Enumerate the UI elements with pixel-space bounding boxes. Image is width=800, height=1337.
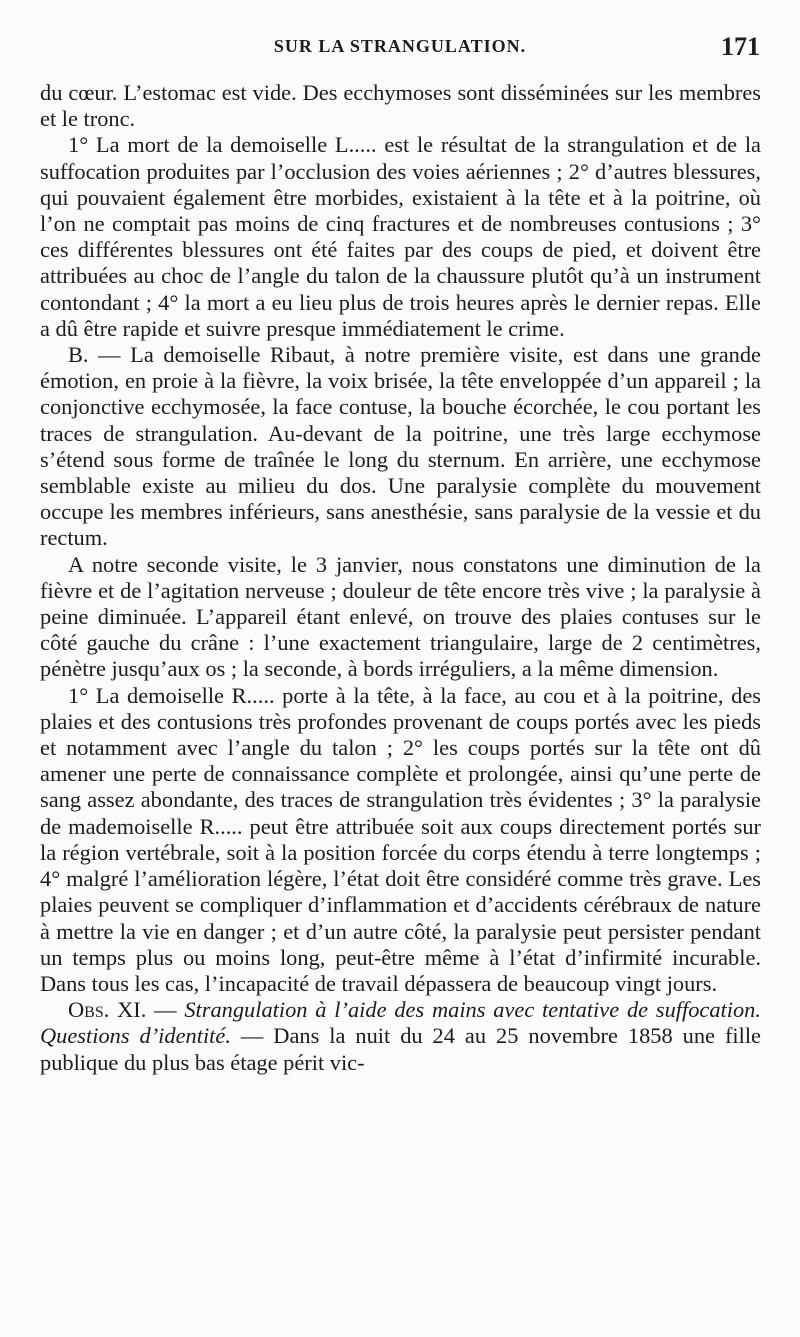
observation-label: Obs. XI. (68, 997, 147, 1023)
running-header (40, 32, 760, 62)
observation-dash: — (146, 997, 185, 1023)
observation-title: Strangulation à l’aide des mains avec tentative de suffocation. Questions d’identité. (40, 997, 761, 1049)
running-title: SUR LA STRANGULATION. (273, 36, 527, 56)
paragraph-case-b: B. — La demoiselle Ribaut, à notre première visite, est dans une grande émotion, en proie à la fièvre, la voix brisée, la tête enveloppée d’un appareil ; la conjonctive ecchymosée, la face contuse, la bouche écorchée, le cou portant les traces de strangulation. Au-devant de la poitrine, une très large ecchymose s’étend sous forme de traînée le long du sternum. En arrière, une ecchymose semblable existe au milieu du dos. Une paralysie complète du mouvement occupe les membres inférieurs, sans anesthésie, sans paralysie de la vessie et du rectum. (40, 342, 761, 551)
page-body (40, 80, 761, 1076)
paragraph-observation-xi (40, 997, 761, 1076)
paragraph-continuation: du cœur. L’estomac est vide. Des ecchymoses sont disséminées sur les membres et le tronc. (40, 80, 761, 132)
paragraph-conclusions-r: 1° La demoiselle R..... porte à la tête, à la face, au cou et à la poitrine, des plaies et des contusions très profondes provenant de coups portés avec les pieds et notamment avec l’angle du talon ; 2° les coups portés sur la tête ont dû amener une perte de connaissance complète et prolongée, ainsi qu’une perte de sang assez abondante, des traces de strangulation très évidentes ; 3° la paralysie de mademoiselle R..... peut être attribuée soit aux coups directement portés sur la région vertébrale, soit à la position forcée du corps étendu à terre longtemps ; 4° malgré l’amélioration légère, l’état doit être considéré comme très grave. Les plaies peuvent se compliquer d’inflammation et d’accidents cérébraux de nature à mettre la vie en danger ; et d’un autre côté, la paralysie peut persister pendant un temps plus ou moins long, peut-être même à l’état d’infirmité incurable. Dans tous les cas, l’incapacité de travail dépassera de beaucoup vingt jours. (40, 682, 761, 996)
paragraph-second-visit: A notre seconde visite, le 3 janvier, nous constatons une diminution de la fièvre et de l’agitation nerveuse ; douleur de tête encore très vive ; la paralysie à peine diminuée. L’appareil étant enlevé, on trouve des plaies contuses sur le côté gauche du crâne : l’une exactement triangulaire, large de 2 centimètres, pénètre jusqu’aux os ; la seconde, à bords irréguliers, a la même dimension. (40, 551, 761, 682)
observation-text: — Dans la nuit du 24 au 25 novembre 1858 une fille publique du plus bas étage périt vic- (40, 1023, 761, 1075)
page-number: 171 (721, 32, 760, 61)
paragraph-conclusions-l: 1° La mort de la demoiselle L..... est le résultat de la strangulation et de la suffocation produites par l’occlusion des voies aériennes ; 2° d’autres blessures, qui pouvaient également être morbides, existaient à la tête et à la poitrine, où l’on ne comptait pas moins de cinq fractures et de nombreuses contusions ; 3° ces différentes blessures ont été faites par des coups de pied, et doivent être attribuées au choc de l’angle du talon de la chaussure plutôt qu’à un instrument contondant ; 4° la mort a eu lieu plus de trois heures après le dernier repas. Elle a dû être rapide et suivre presque immédiatement le crime. (40, 132, 761, 341)
